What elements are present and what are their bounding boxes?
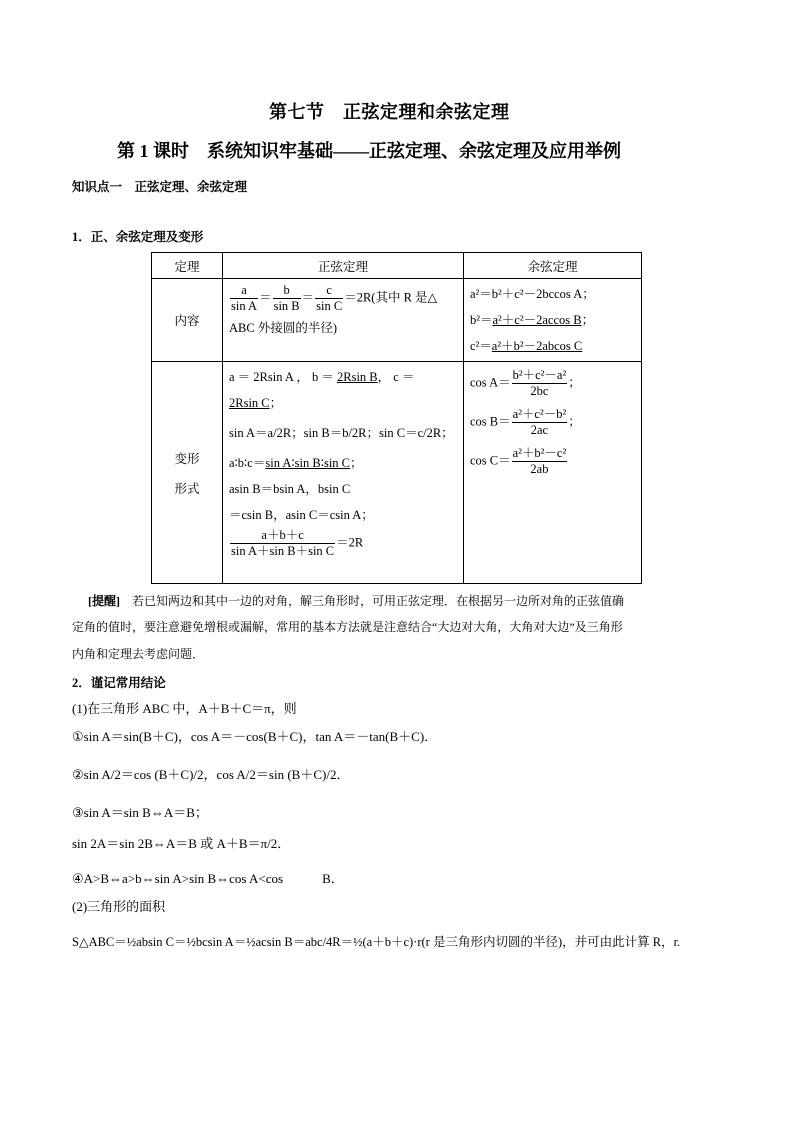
variant-line-1: a ＝ 2Rsin A ， b ＝ 2Rsin B， c ＝ — [229, 370, 415, 384]
knowledge-point-heading: 知识点一 正弦定理、余弦定理 — [72, 180, 248, 194]
section2-heading: 2．谨记常用结论 — [72, 676, 166, 690]
tip-line-3: 内角和定理去考虑问题． — [72, 647, 205, 661]
frac-a-sinA: $\frac{a}{\text{sin A}}$ — [231, 283, 258, 313]
cos-law-a: a²＝b²＋c²－2bccos A； — [470, 287, 595, 301]
section1-heading: 1．正、余弦定理及变形 — [72, 230, 204, 244]
variant-line-3: sin A＝a/2R；sin B＝b/2R；sin C＝c/2R； — [229, 426, 454, 440]
tip-label: [提醒] — [88, 594, 120, 608]
variant-line-7: $\frac{a+b+c}{\text{sin A＋sin B＋sin C}}$ ＝2R — [231, 528, 364, 558]
row-content-label: 内容 — [152, 279, 223, 362]
page-subtitle: 第 1 课时 系统知识牢基础——正弦定理、余弦定理及应用举例 — [117, 141, 621, 161]
cosC-formula: cos C＝ $\frac{\text{a²＋b²－c²}}{2ab}$ — [470, 446, 567, 476]
cos-law-c: c²＝a²＋b²－2abcos C — [470, 339, 583, 353]
conclusion-4: ④A>B⇔a>b⇔sin A>sin B⇔cos A<cos B． — [72, 871, 344, 886]
conclusion-3b: sin 2A＝sin 2B⇔A＝B 或 A＋B＝π/2． — [72, 836, 291, 851]
theorem-table — [151, 252, 642, 584]
cos-law-b: b²＝a²＋c²－2accos B； — [470, 313, 595, 327]
area-heading: (2)三角形的面积 — [72, 899, 166, 914]
cosB-formula: cos B＝ $\frac{\text{a²＋c²－b²}}{2ac}$ ； — [470, 407, 581, 437]
frac-c-sinC: $\frac{c}{\text{sin C}}$ — [316, 283, 343, 313]
conclusion-intro: (1)在三角形 ABC 中，A＋B＋C＝π，则 — [72, 701, 297, 716]
cosine-law-content — [464, 279, 642, 362]
row-variant-label: 变形 形式 — [152, 362, 223, 584]
sine-law-variants — [223, 362, 464, 584]
variant-line-6: ＝csin B，asin C＝csin A； — [229, 508, 374, 522]
page-title: 第七节 正弦定理和余弦定理 — [269, 102, 510, 122]
header-sine-law: 正弦定理 — [223, 253, 464, 279]
variant-line-5: asin B＝bsin A，bsin C — [229, 482, 351, 496]
conclusion-2: ②sin A/2＝cos (B＋C)/2，cos A/2＝sin (B＋C)/2． — [72, 767, 350, 782]
tip-line-1: [提醒] 若已知两边和其中一边的对角，解三角形时，可用正弦定理．在根据另一边所对角的正弦值确 — [88, 594, 625, 608]
header-theorem: 定理 — [152, 253, 223, 279]
conclusion-1: ①sin A＝sin(B＋C)，cos A＝－cos(B＋C)，tan A＝－tan(B＋C)． — [72, 729, 438, 744]
variant-line-2: 2Rsin C； — [229, 396, 283, 410]
area-formula: S△ABC＝½absin C＝½bcsin A＝½acsin B＝abc/4R＝½(a＋b＋c)·r(r 是三角形内切圆的半径)，并可由此计算 R，r. — [72, 935, 681, 949]
sine-law-tail: ＝2R(其中 R 是△ — [344, 290, 438, 305]
cosA-formula: cos A＝ $\frac{\text{b²＋c²－a²}}{2bc}$ ； — [470, 368, 581, 398]
frac-b-sinB: $\frac{b}{\text{sin B}}$ — [273, 283, 300, 313]
cosine-law-variants — [464, 362, 642, 584]
tip-line-2: 定角的值时，要注意避免增根或漏解，常用的基本方法就是注意结合“大边对大角，大角对大边”及三角形 — [72, 620, 623, 634]
sine-law-content: $\frac{a}{\text{sin A}}$ ＝ $\frac{b}{\text{sin B}}$ ＝ $\frac{c}{\text{sin C}}$ ＝2R(其中 R 是△ ABC 外接圆的半径) — [223, 279, 464, 362]
header-cosine-law: 余弦定理 — [464, 253, 642, 279]
conclusion-3: ③sin A＝sin B⇔A＝B； — [72, 805, 208, 820]
sine-law-note: ABC 外接圆的半径) — [229, 321, 337, 335]
variant-line-4: a∶b∶c＝sin A∶sin B∶sin C； — [229, 456, 363, 470]
